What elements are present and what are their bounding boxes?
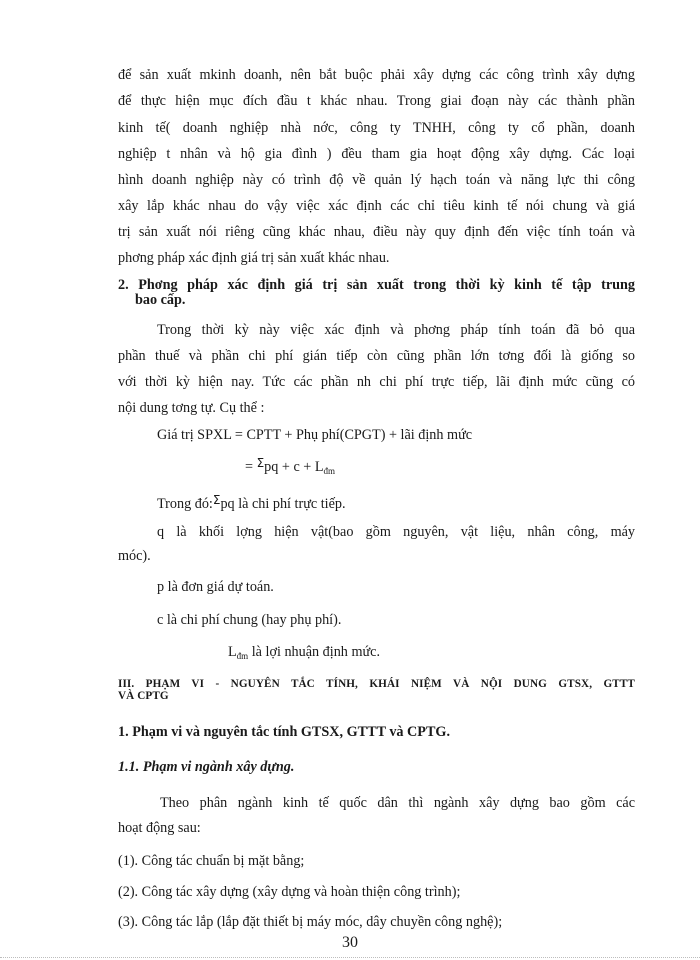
definition-text: pq là chi phí trực tiếp. bbox=[220, 496, 346, 512]
text-line: phần thuế và phần chi phí gián tiếp còn cũng phần lớn tơng đối là giống so bbox=[118, 348, 635, 364]
L-subscript: đm bbox=[236, 651, 249, 661]
definition-L bbox=[228, 642, 380, 666]
formula-terms: pq + c + L bbox=[264, 459, 324, 475]
formula-line bbox=[245, 453, 335, 481]
heading-line: VÀ CPTG bbox=[118, 690, 169, 702]
sigma-symbol: Σ bbox=[256, 456, 265, 470]
heading-line: bao cấp. bbox=[135, 292, 186, 308]
text-line: kinh tế( doanh nghiệp nhà nớc, công ty TNHH, công ty cổ phần, doanh bbox=[118, 120, 635, 136]
sigma-symbol: Σ bbox=[212, 493, 221, 507]
text-line: phơng pháp xác định giá trị sản xuất khác nhau. bbox=[118, 250, 390, 266]
text-line: hình doanh nghiệp này có trình độ về quản lý hạch toán và năng lực thi công bbox=[118, 172, 635, 188]
list-item: (2). Công tác xây dựng (xây dựng và hoàn thiện công trình); bbox=[118, 884, 461, 900]
definition-sigma bbox=[157, 490, 346, 514]
heading-line: III. PHẠM VI - NGUYÊN TẮC TÍNH, KHÁI NIỆM VÀ NỘI DUNG GTSX, GTTT bbox=[118, 678, 635, 690]
text-line: với thời kỳ hiện nay. Tức các phần nh chi phí trực tiếp, lãi định mức cũng có bbox=[118, 374, 635, 390]
definition-text: là lợi nhuận định mức. bbox=[248, 644, 381, 660]
definition-c: c là chi phí chung (hay phụ phí). bbox=[157, 612, 342, 628]
subsection-heading: 1. Phạm vi và nguyên tắc tính GTSX, GTTT và CPTG. bbox=[118, 724, 451, 740]
page-number: 30 bbox=[342, 934, 358, 951]
text-line: để thực hiện mục đích đầu t khác nhau. Trong giai đoạn này các thành phần bbox=[118, 93, 635, 109]
definition-q-cont: móc). bbox=[118, 548, 151, 564]
text-line: nội dung tơng tự. Cụ thể : bbox=[118, 400, 265, 416]
definition-q: q là khối lợng hiện vật(bao gồm nguyên, vật liệu, nhân công, máy bbox=[157, 524, 635, 540]
equals-sign: = bbox=[245, 459, 254, 475]
page-divider bbox=[0, 957, 700, 958]
text-line: Theo phân ngành kinh tế quốc dân thì ngành xây dựng bao gồm các bbox=[160, 795, 635, 811]
text-line: xây lắp khác nhau do vậy việc xác định các chỉ tiêu kinh tế nói chung và giá bbox=[118, 198, 635, 214]
heading-line: 2. Phơng pháp xác định giá trị sản xuất trong thời kỳ kinh tế tập trung bbox=[118, 277, 635, 293]
list-item: (1). Công tác chuẩn bị mặt bằng; bbox=[118, 853, 305, 869]
text-line: nghiệp t nhân và hộ gia đình ) đều tham gia hoạt động xây dựng. Các loại bbox=[118, 146, 635, 162]
text-line: Trong thời kỳ này việc xác định và phơng pháp tính toán đã bỏ qua bbox=[157, 322, 635, 338]
L-symbol: L bbox=[228, 644, 237, 660]
subsubsection-heading: 1.1. Phạm vi ngành xây dựng. bbox=[118, 759, 295, 775]
list-item: (3). Công tác lắp (lắp đặt thiết bị máy móc, dây chuyền công nghệ); bbox=[118, 914, 503, 930]
text-line: trị sản xuất nói riêng cũng khác nhau, điều này quy định đến việc tính toán và bbox=[118, 224, 635, 240]
text-line: hoạt động sau: bbox=[118, 820, 201, 836]
formula-subscript: đm bbox=[323, 466, 336, 476]
formula-line: Giá trị SPXL = CPTT + Phụ phí(CPGT) + lãi định mức bbox=[157, 427, 473, 443]
definition-p: p là đơn giá dự toán. bbox=[157, 579, 274, 595]
text-line: để sản xuất mkinh doanh, nên bắt buộc phải xây dựng các công trình xây dựng bbox=[118, 67, 635, 83]
definition-intro: Trong đó: bbox=[157, 496, 213, 512]
